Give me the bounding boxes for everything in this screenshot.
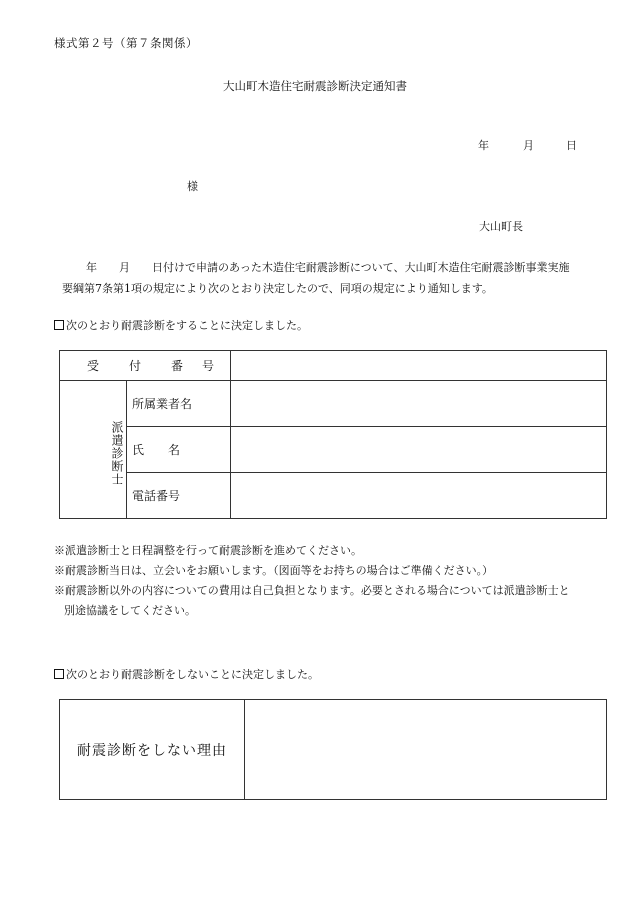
addressee-suffix: 様 bbox=[187, 180, 198, 193]
decided-yes-option[interactable] bbox=[54, 317, 308, 333]
diagnosis-table bbox=[59, 350, 607, 519]
date-day-label: 日 bbox=[566, 139, 577, 152]
company-name-field[interactable] bbox=[231, 381, 607, 427]
form-number: 様式第２号（第７条関係） bbox=[54, 36, 198, 50]
name-field[interactable] bbox=[231, 427, 607, 473]
checkbox-icon[interactable] bbox=[54, 669, 64, 679]
notes bbox=[54, 541, 570, 621]
dispatched-diagnostician-label: 派遣診断士 bbox=[60, 381, 127, 519]
decided-no-option[interactable] bbox=[54, 666, 319, 682]
issuer-name: 大山町長 bbox=[479, 220, 523, 233]
note-1: ※派遣診断士と日程調整を行って耐震診断を進めてください。 bbox=[54, 544, 362, 557]
checkbox-icon[interactable] bbox=[54, 320, 64, 330]
decided-no-label: 次のとおり耐震診断をしないことに決定しました。 bbox=[66, 668, 319, 681]
reason-label: 耐震診断をしない理由 bbox=[60, 700, 245, 800]
phone-field[interactable] bbox=[231, 473, 607, 519]
receipt-number-label: 受 付 番 号 bbox=[60, 351, 231, 381]
note-3: ※耐震診断以外の内容についての費用は自己負担となります。必要とされる場合については派遣診断士と bbox=[54, 584, 570, 597]
date-month-label: 月 bbox=[523, 139, 534, 152]
reason-field[interactable] bbox=[245, 700, 607, 800]
date-year-label: 年 bbox=[478, 139, 489, 152]
body-text bbox=[62, 257, 622, 299]
phone-label: 電話番号 bbox=[127, 473, 231, 519]
decided-yes-label: 次のとおり耐震診断をすることに決定しました。 bbox=[66, 319, 308, 332]
note-4: 別途協議をしてください。 bbox=[64, 604, 196, 617]
reason-table bbox=[59, 699, 607, 800]
body-line-1: 年 月 日付けで申請のあった木造住宅耐震診断について、大山町木造住宅耐震診断事業実施 bbox=[86, 261, 570, 274]
receipt-number-field[interactable] bbox=[231, 351, 607, 381]
note-2: ※耐震診断当日は、立会いをお願いします。（図面等をお持ちの場合はご準備ください。） bbox=[54, 564, 494, 577]
company-name-label: 所属業者名 bbox=[127, 381, 231, 427]
name-label: 氏 名 bbox=[127, 427, 231, 473]
body-line-2: 要綱第7条第1項の規定により次のとおり決定したので、同項の規定により通知します。 bbox=[62, 282, 493, 295]
document-title: 大山町木造住宅耐震診断決定通知書 bbox=[223, 79, 407, 93]
